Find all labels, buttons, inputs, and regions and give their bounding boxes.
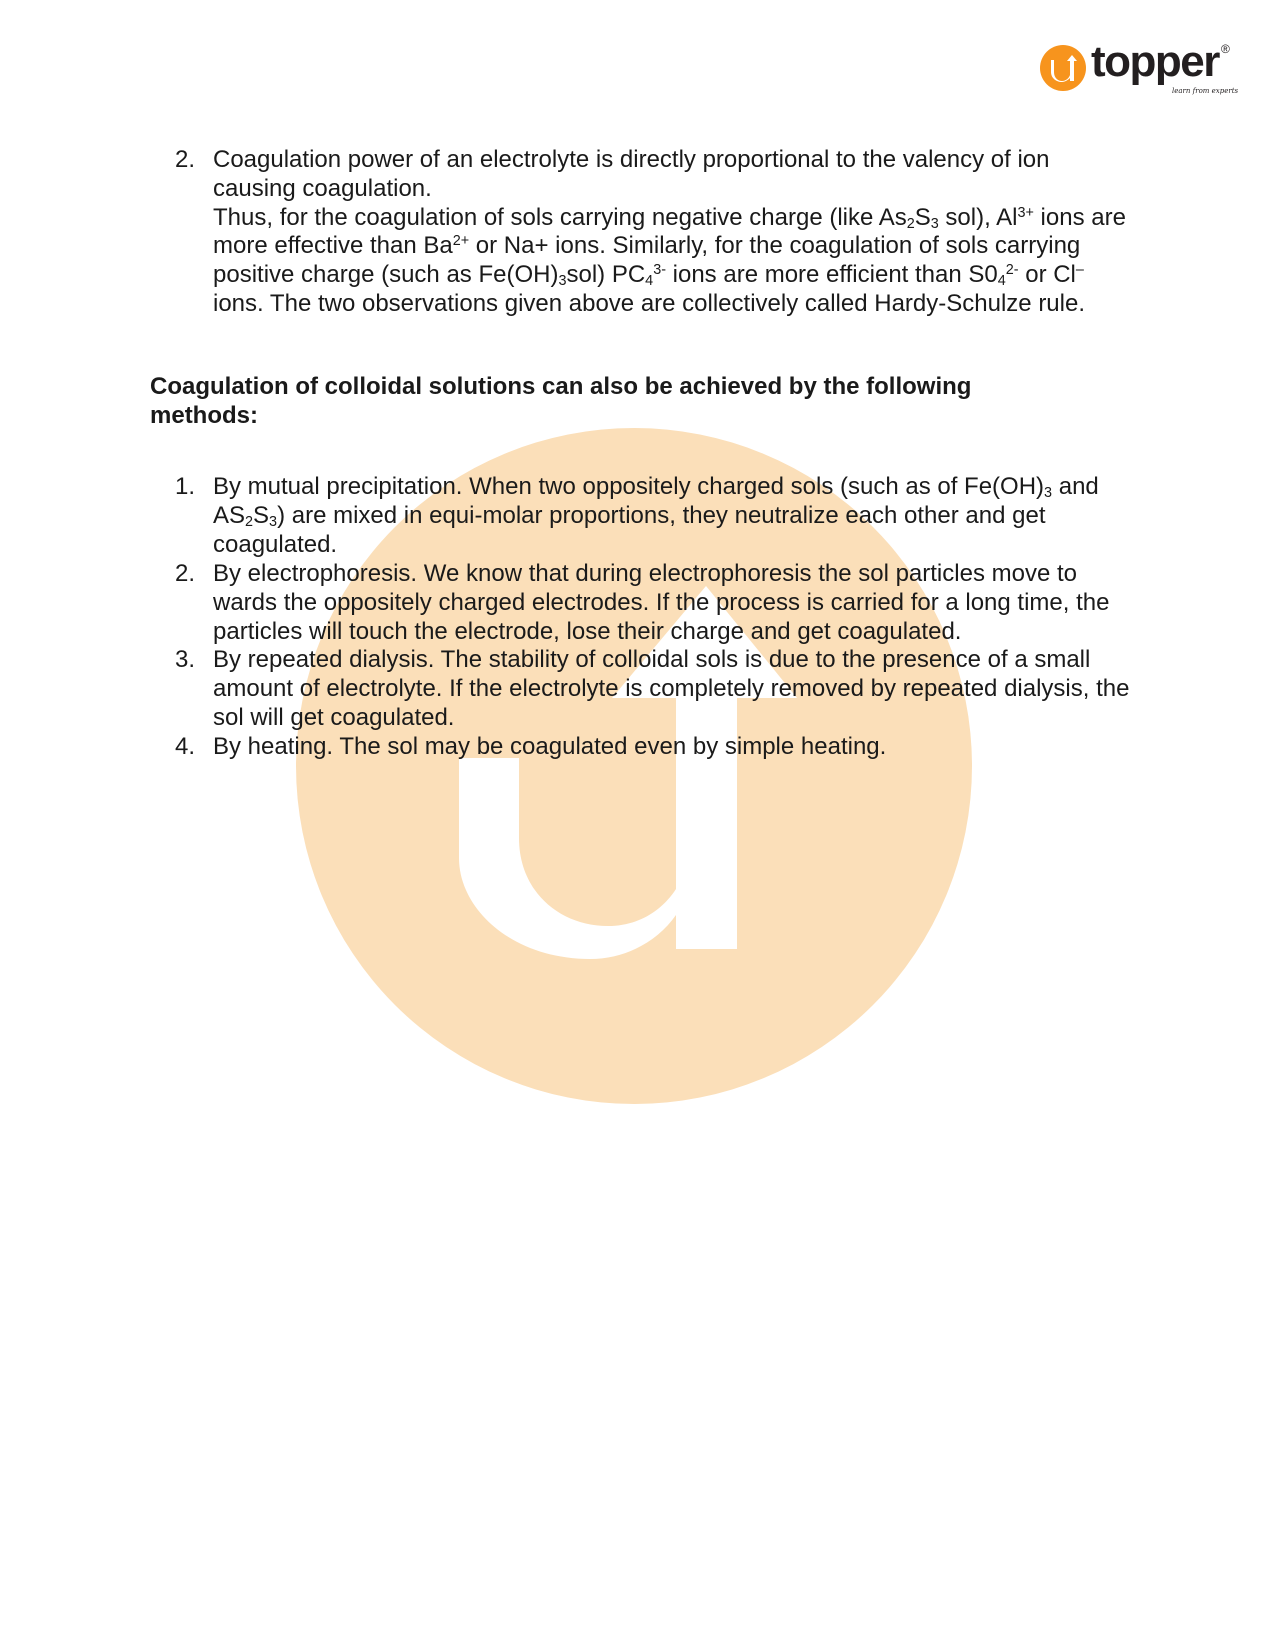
list-item bbox=[175, 733, 1133, 762]
registered-mark: ® bbox=[1221, 42, 1230, 56]
list-number: 4. bbox=[175, 733, 196, 760]
list-number: 1. bbox=[175, 473, 196, 500]
paragraph: Coagulation power of an electrolyte is directly proportional to the valency of ion causing coagulation. bbox=[213, 146, 1050, 202]
list-text: By heating. The sol may be coagulated even by simple heating. bbox=[213, 733, 887, 760]
list-number: 3. bbox=[175, 646, 196, 673]
list-item bbox=[175, 560, 1133, 646]
section-heading: Coagulation of colloidal solutions can also be achieved by the following methods: bbox=[150, 373, 972, 429]
logo-wordmark: topper bbox=[1091, 37, 1219, 86]
list-item bbox=[175, 473, 1133, 559]
paragraph: Thus, for the coagulation of sols carrying negative charge (like $As_2S_3$ sol), $Al^{3+}$ ions are more effective than $Ba^{2+}$ or Na+ ions. Similarly, for the coagulation of sols carrying positive charge (such as $Fe(OH)_3sol$) $PC_4^{3-}$ ions are more efficient than $S0_4^{2-}$ or Cl– ions. The two observations given above are collectively called Hardy-Schulze rule. bbox=[213, 203, 1126, 317]
list-number: 2. bbox=[175, 146, 196, 173]
list-text: By repeated dialysis. The stability of colloidal sols is due to the presence of a small amount of electrolyte. If the electrolyte is completely removed by repeated dialysis, the sol will get coagulated. bbox=[213, 646, 1130, 731]
list-text: By electrophoresis. We know that during electrophoresis the sol particles move to wards the oppositely charged electrodes. If the process is carried for a long time, the particles will touch the electrode, lose their charge and get coagulated. bbox=[213, 560, 1110, 645]
logo-tagline: learn from experts bbox=[1172, 87, 1239, 95]
list-item bbox=[175, 146, 1133, 319]
list-item bbox=[175, 646, 1133, 732]
list-text: By mutual precipitation. When two oppositely charged sols (such as of $Fe(OH)_3$ and $AS_2S_3$) are mixed in equi-molar proportions, they neutralize each other and get coagulated. bbox=[213, 473, 1099, 558]
topper-logo[interactable] bbox=[1040, 37, 1240, 100]
list-number: 2. bbox=[175, 560, 196, 587]
u-logo-icon bbox=[1040, 45, 1086, 91]
